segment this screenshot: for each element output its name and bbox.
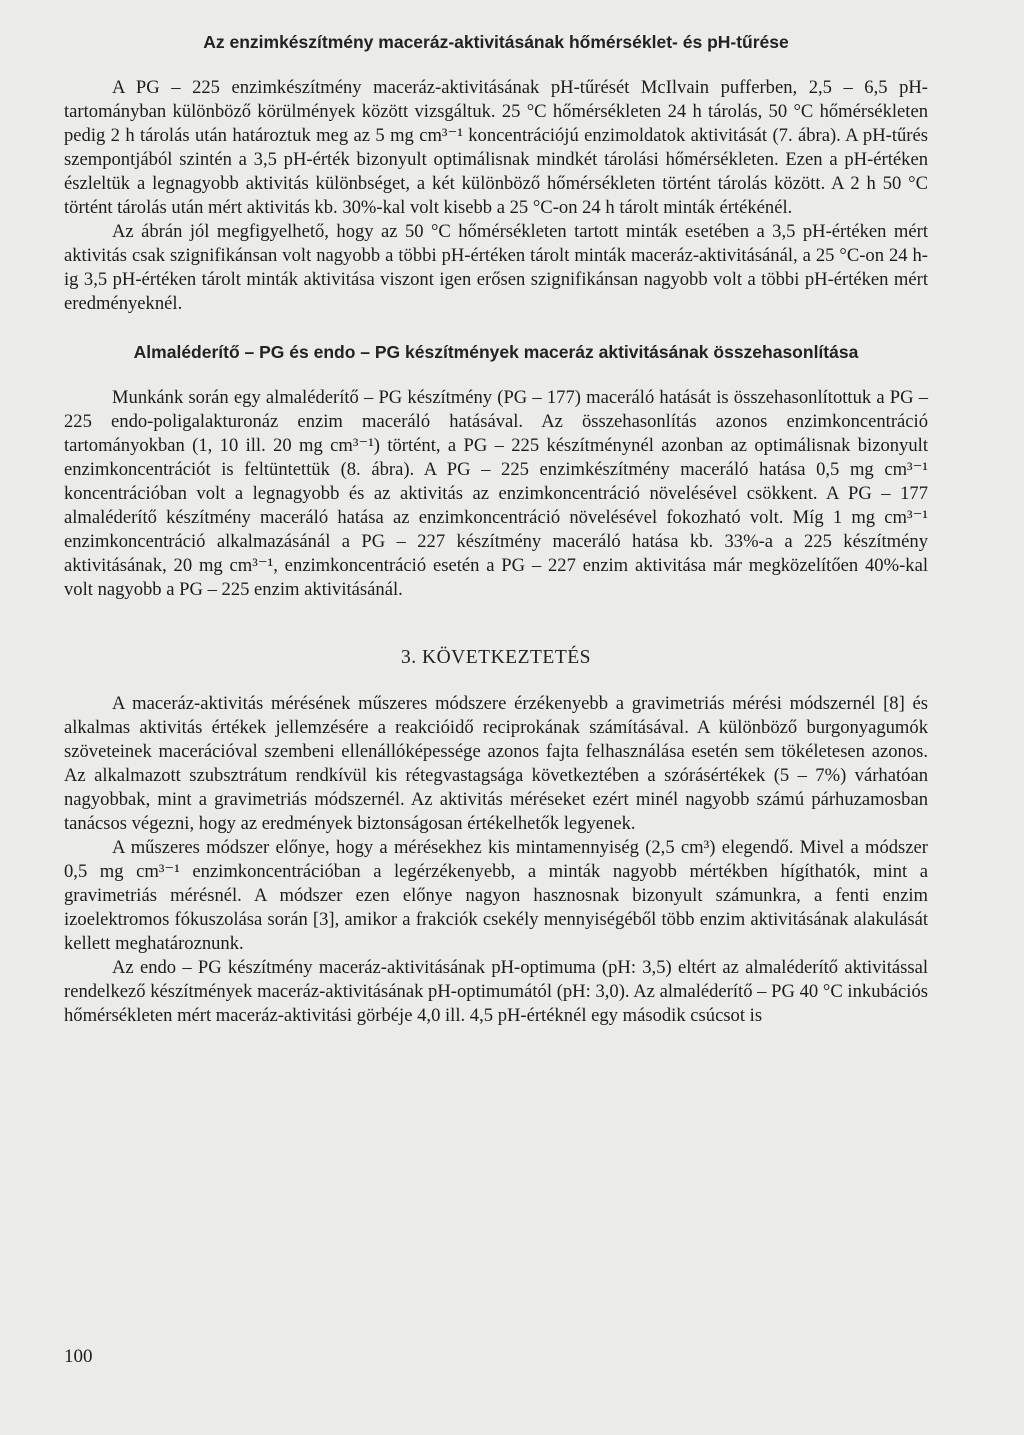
paragraph: Az ábrán jól megfigyelhető, hogy az 50 °C hőmérsékleten tartott minták esetében a 3,5 pH-értéken mért aktivitás csak szignifikánsan volt nagyobb a többi pH-értéken tárolt minták maceráz-aktivitásánál, a 25 °C-on 24 h-ig 3,5 pH-értéken tárolt minták aktivitása viszont igen erősen szignifikánsan nagyobb volt a többi pH-értéken mért eredményeknél. bbox=[64, 221, 928, 314]
paragraph: A PG – 225 enzimkészítmény maceráz-aktivitásának pH-tűrését McIlvain pufferben, 2,5 – 6,5 pH-tartományban különböző körülmények között vizsgáltuk. 25 °C hőmérsékleten 24 h tárolás, 50 °C hőmérsékleten pedig 2 h tárolás után határoztuk meg az 5 mg cm³⁻¹ koncentrációjú enzimoldatok aktivitását (7. ábra). A pH-tűrés szempontjából szintén a 3,5 pH-érték bizonyult optimálisnak mindkét tárolási hőmérsékleten. Ezen a pH-értéken észleltük a legnagyobb aktivitás különbséget, a két különböző hőmérsékleten történt tárolás között. A 2 h 50 °C történt tárolás után mért aktivitás kb. 30%-kal volt kisebb a 25 °C-on 24 h tárolt minták értékénél. bbox=[64, 77, 928, 218]
section-title-ph-tolerance: Az enzimkészítmény maceráz-aktivitásának hőmérséklet- és pH-tűrése bbox=[203, 32, 789, 52]
paragraph: Az endo – PG készítmény maceráz-aktivitásának pH-optimuma (pH: 3,5) eltért az almaléderítő aktivitással rendelkező készítmények maceráz-aktivitásának pH-optimumától (pH: 3,0). Az almaléderítő – PG 40 °C inkubációs hőmérsékleten mért maceráz-aktivitási görbéje 4,0 ill. 4,5 pH-értéknél egy második csúcsot is bbox=[64, 957, 928, 1026]
paragraph: Munkánk során egy almaléderítő – PG készítmény (PG – 177) maceráló hatását is összehasonlítottuk a PG – 225 endo-poligalakturonáz enzim maceráló hatásával. Az összehasonlítás azonos enzimkoncentráció tartományokban (1, 10 ill. 20 mg cm³⁻¹) történt, a PG – 225 készítménynél azonban az optimálisnak bizonyult enzimkoncentrációt is feltüntettük (8. ábra). A PG – 225 enzimkészítmény maceráló hatása 0,5 mg cm³⁻¹ koncentrációban volt a legnagyobb és az aktivitás az enzimkoncentráció növelésével csökkent. A PG – 177 almaléderítő készítmény maceráló hatása az enzimkoncentráció növelésével fokozható volt. Míg 1 mg cm³⁻¹ enzimkoncentráció alkalmazásánál a PG – 227 készítmény maceráló hatása kb. 33%-a a 225 készítmény aktivitásának, 20 mg cm³⁻¹, enzimkoncentráció esetén a PG – 227 enzim aktivitása már megközelítően 40%-kal volt nagyobb a PG – 225 enzim aktivitásánál. bbox=[64, 387, 928, 600]
page-number: 100 bbox=[64, 1346, 93, 1367]
paragraph: A maceráz-aktivitás mérésének műszeres módszere érzékenyebb a gravimetriás mérési módszernél [8] és alkalmas aktivitás értékek jellemzésére a reakcióidő reciprokának számításával. A különböző burgonyagumók szöveteinek macerációval szembeni ellenállóképessége azonos fajta felhasználása esetén sem tökéletesen azonos. Az alkalmazott szubsztrátum rendkívül kis rétegvastagsága következtében a szórásértékek (5 – 7%) várhatóan nagyobbak, mint a gravimetriás módszernél. Az aktivitás méréseket ezért minél nagyobb számú párhuzamosban tanácsos végezni, hogy az eredmények biztonságosan értékelhetők legyenek. bbox=[64, 693, 928, 834]
section-title-comparison: Almaléderítő – PG és endo – PG készítmények maceráz aktivitásának összehasonlítása bbox=[133, 342, 859, 362]
section-title-conclusion: 3. KÖVETKEZTETÉS bbox=[401, 647, 591, 668]
paragraph: A műszeres módszer előnye, hogy a mérésekhez kis mintamennyiség (2,5 cm³) elegendő. Mivel a módszer 0,5 mg cm³⁻¹ enzimkoncentrációban a legérzékenyebb, a minták nagyobb mértékben hígíthatók, mint a gravimetriás mérésnél. A módszer ezen előnye nagyon hasznosnak bizonyult számunkra, a fenti enzim izoelektromos fókuszolása során [3], amikor a frakciók csekély mennyiségéből több enzim aktivitásának alakulását kellett meghatároznunk. bbox=[64, 837, 928, 954]
